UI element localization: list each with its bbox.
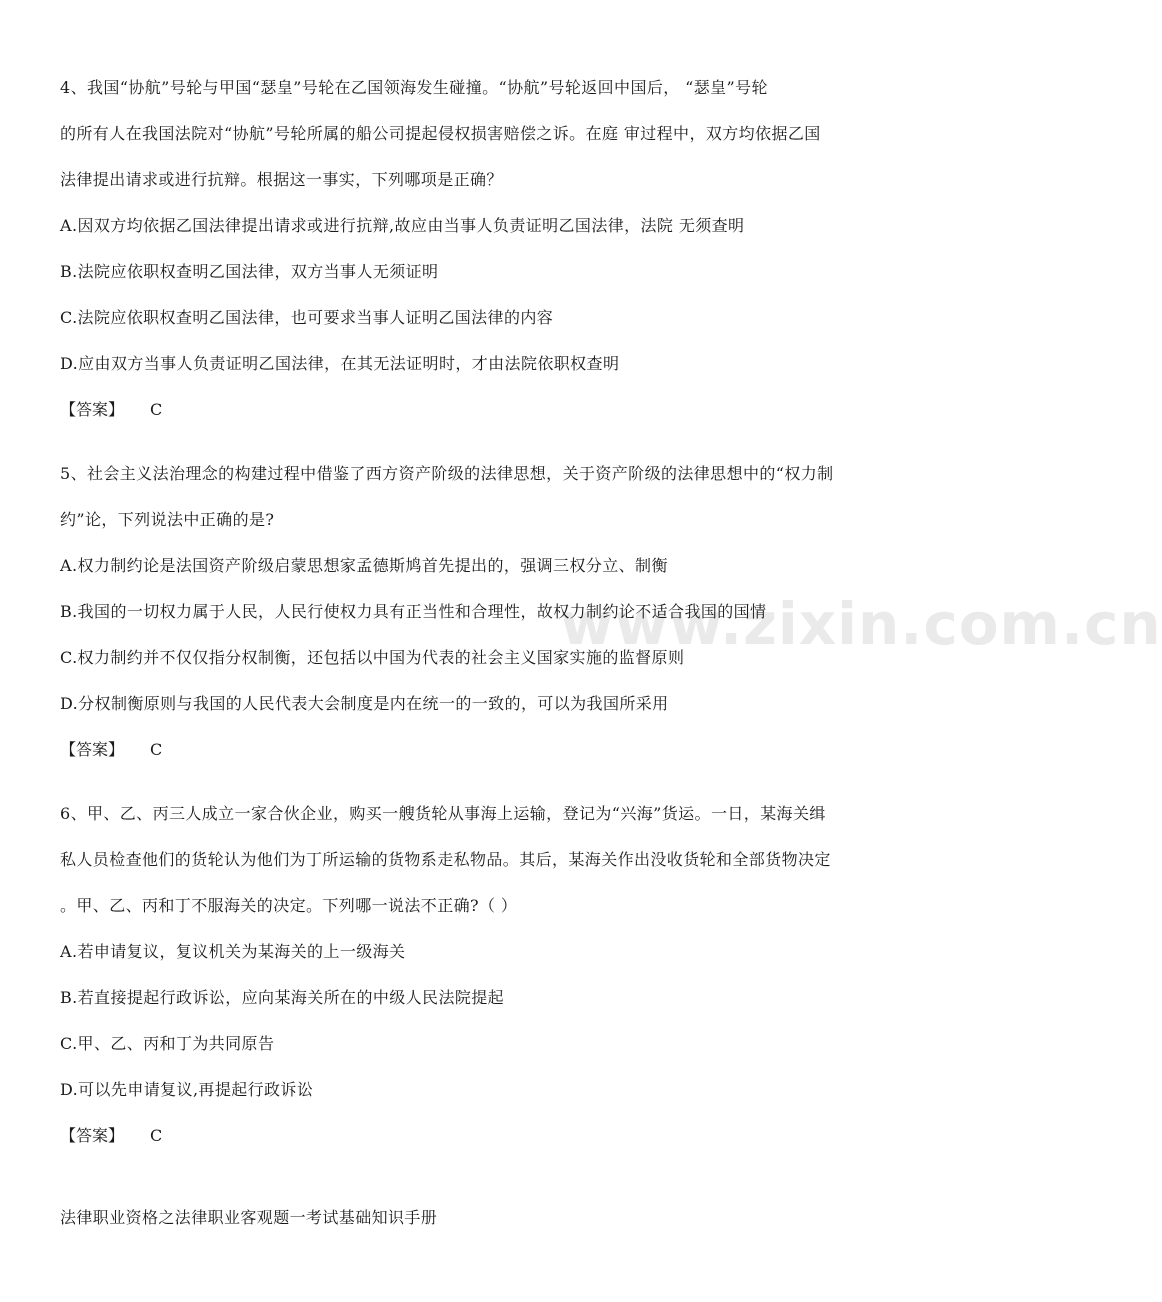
q5-stem-line-2: 约”论，下列说法中正确的是? (60, 510, 275, 529)
answer-label: 【答案】 (60, 400, 125, 419)
q4-stem-line-3: 法律提出请求或进行抗辩。根据这一事实，下列哪项是正确？ (60, 170, 503, 189)
footer-title: 法律职业资格之法律职业客观题一考试基础知识手册 (60, 1208, 438, 1227)
q6-option-b: B.若直接提起行政诉讼，应向某海关所在的中级人民法院提起 (60, 988, 505, 1007)
q6-stem-line-2: 私人员检查他们的货轮认为他们为丁所运输的货物系走私物品。其后，某海关作出没收货轮和全部货物决定 (60, 850, 831, 869)
q6-stem-line-1: 6、甲、乙、丙三人成立一家合伙企业，购买一艘货轮从事海上运输，登记为“兴海”货运。一日，某海关缉 (60, 804, 826, 823)
q4-option-c: C.法院应依职权查明乙国法律，也可要求当事人证明乙国法律的内容 (60, 308, 554, 327)
answer-value: C (150, 740, 163, 759)
q5-option-d: D.分权制衡原则与我国的人民代表大会制度是内在统一的一致的，可以为我国所采用 (60, 694, 669, 713)
q5-option-b: B.我国的一切权力属于人民，人民行使权力具有正当性和合理性，故权力制约论不适合我国的国情 (60, 602, 767, 621)
q6-answer (60, 1126, 162, 1146)
answer-value: C (150, 1126, 163, 1145)
q6-option-d: D.可以先申请复议,再提起行政诉讼 (60, 1080, 314, 1099)
q5-answer (60, 740, 162, 760)
answer-label: 【答案】 (60, 1126, 125, 1145)
watermark: www.zixin.com.cn (560, 590, 1162, 658)
q4-stem-line-1: 4、我国“协航”号轮与甲国“瑟皇”号轮在乙国领海发生碰撞。“协航”号轮返回中国后， “瑟皇”号轮 (60, 78, 768, 97)
q4-stem-line-2: 的所有人在我国法院对“协航”号轮所属的船公司提起侵权损害赔偿之诉。在庭 审过程中，双方均依据乙国 (60, 124, 821, 143)
q4-option-a: A.因双方均依据乙国法律提出请求或进行抗辩,故应由当事人负责证明乙国法律，法院 无须查明 (60, 216, 745, 235)
q6-option-c: C.甲、乙、丙和丁为共同原告 (60, 1034, 275, 1053)
q4-answer (60, 400, 162, 420)
q4-option-b: B.法院应依职权查明乙国法律，双方当事人无须证明 (60, 262, 439, 281)
q5-stem-line-1: 5、社会主义法治理念的构建过程中借鉴了西方资产阶级的法律思想，关于资产阶级的法律思想中的“权力制 (60, 464, 834, 483)
answer-value: C (150, 400, 163, 419)
q4-option-d: D.应由双方当事人负责证明乙国法律，在其无法证明时，才由法院依职权查明 (60, 354, 620, 373)
q5-option-c: C.权力制约并不仅仅指分权制衡，还包括以中国为代表的社会主义国家实施的监督原则 (60, 648, 685, 667)
q6-option-a: A.若申请复议，复议机关为某海关的上一级海关 (60, 942, 406, 961)
q5-option-a: A.权力制约论是法国资产阶级启蒙思想家孟德斯鸠首先提出的，强调三权分立、制衡 (60, 556, 668, 575)
answer-label: 【答案】 (60, 740, 125, 759)
q6-stem-line-3: 。甲、乙、丙和丁不服海关的决定。下列哪一说法不正确?（ ） (60, 896, 518, 915)
